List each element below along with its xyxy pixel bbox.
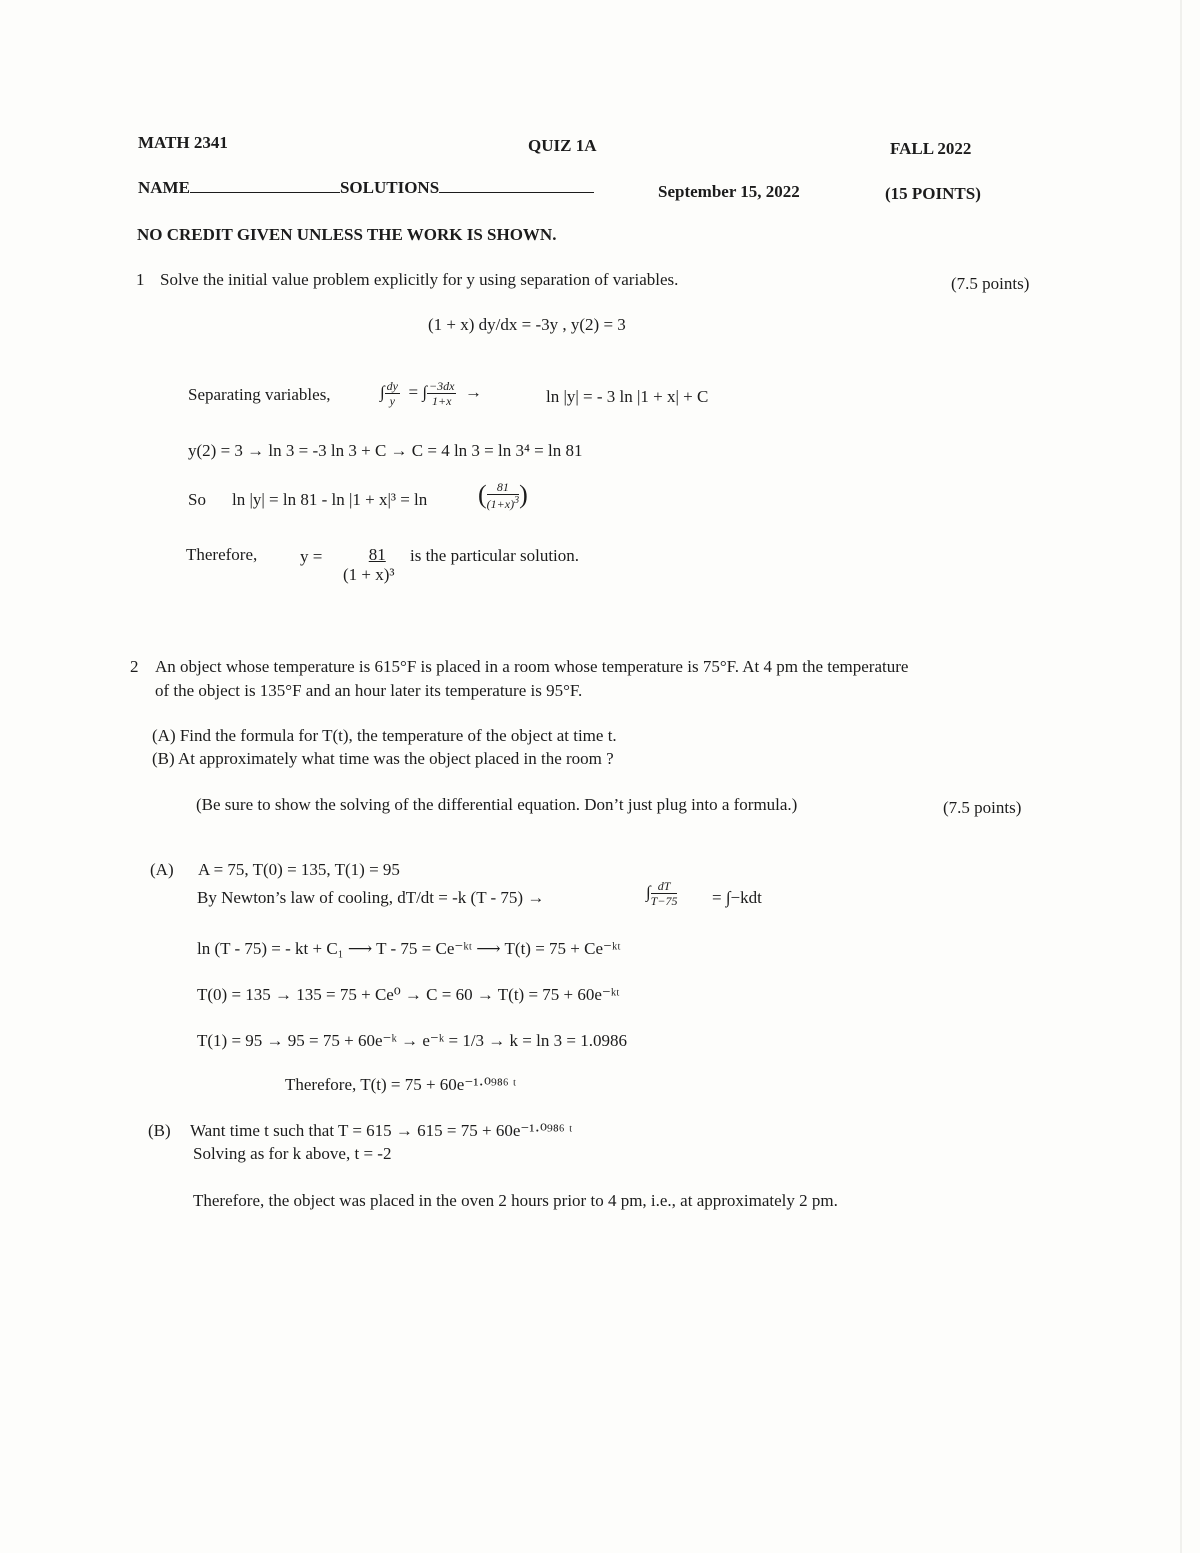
quiz-label: QUIZ 1A xyxy=(528,136,597,155)
q1-solution-numerator: 81 xyxy=(368,545,386,564)
quiz-date: September 15, 2022 xyxy=(658,182,800,201)
q2-points: (7.5 points) xyxy=(943,798,1022,817)
q1-points: (7.5 points) xyxy=(951,274,1030,293)
q1-separated-integrals: ∫ $\frac{dy}{y}$ = ∫ $\frac{-3dx}{1+x}$ → xyxy=(380,379,482,408)
q2-sol-b-label: (B) xyxy=(148,1121,171,1140)
q2-part-a: (A) Find the formula for T(t), the temperature of the object at time t. xyxy=(152,726,617,745)
q2-sol-a-line2-tail: = ∫−kdt xyxy=(712,888,762,907)
frac-dy-over-y: $\frac{dy}{y}$ xyxy=(386,379,398,408)
q2-sol-b-line2: Solving as for k above, t = -2 xyxy=(193,1144,392,1163)
q2-part-b: (B) At approximately what time was the object placed in the room ? xyxy=(152,749,614,768)
q1-step4-y: y = xyxy=(300,547,323,566)
q2-number: 2 xyxy=(130,657,139,676)
q2-sol-a-result: Therefore, T(t) = 75 + 60e⁻¹·⁰⁹⁸⁶ ᵗ xyxy=(285,1075,517,1094)
q2-sol-a-line2: By Newton’s law of cooling, dT/dt = -k (T - 75) → xyxy=(197,888,545,907)
q2-sol-a-line3: ln (T - 75) = - kt + C₁ ⟶ T - 75 = Ce⁻ᵏᵗ ⟶ T(t) = 75 + Ce⁻ᵏᵗ xyxy=(197,939,621,958)
q2-prompt-line1: An object whose temperature is 615°F is placed in a room whose temperature is 75°F. At 4 pm the temperature xyxy=(155,657,909,676)
q1-number: 1 xyxy=(136,270,145,289)
total-points: (15 POINTS) xyxy=(885,184,981,203)
q1-step1-result: ln |y| = - 3 ln |1 + x| + C xyxy=(546,387,709,406)
q2-conclusion: Therefore, the object was placed in the oven 2 hours prior to 4 pm, i.e., at approximately 2 pm. xyxy=(193,1191,838,1210)
frac-dT-over-T75: $\frac{dT}{T-75}$ xyxy=(650,879,678,908)
q2-sol-a-line4: T(0) = 135 → 135 = 75 + Ce⁰ → C = 60 → T(t) = 75 + 60e⁻ᵏᵗ xyxy=(197,985,620,1004)
q2-sol-b-line1: Want time t such that T = 615 → 615 = 75 + 60e⁻¹·⁰⁹⁸⁶ ᵗ xyxy=(190,1121,573,1140)
q1-prompt: Solve the initial value problem explicitly for y using separation of variables. xyxy=(160,270,679,289)
q1-step3-label: So xyxy=(188,490,206,509)
name-value: SOLUTIONS xyxy=(339,178,440,197)
scan-edge-shadow xyxy=(1180,0,1182,1553)
q1-equation: (1 + x) dy/dx = -3y , y(2) = 3 xyxy=(428,315,626,334)
q2-prompt-line2: of the object is 135°F and an hour later its temperature is 95°F. xyxy=(155,681,583,700)
q1-step4-label: Therefore, xyxy=(186,545,258,564)
name-underline-right xyxy=(439,178,594,193)
name-underline-left xyxy=(190,178,340,193)
name-label: NAME xyxy=(138,178,190,197)
term-label: FALL 2022 xyxy=(890,139,972,158)
q2-sol-a-label: (A) xyxy=(150,860,174,879)
q1-solution-denominator: (1 + x)³ xyxy=(343,565,395,584)
name-row xyxy=(138,178,594,198)
q1-step1-label: Separating variables, xyxy=(188,385,331,404)
q2-note: (Be sure to show the solving of the differential equation. Don’t just plug into a formula.) xyxy=(196,795,798,814)
q1-step4-tail: is the particular solution. xyxy=(410,546,580,565)
q2-sol-a-line1: A = 75, T(0) = 135, T(1) = 95 xyxy=(198,860,400,879)
q1-step3-fraction: ( $\frac{81}{(1+x)^3}$ ) xyxy=(478,479,528,511)
q1-step2: y(2) = 3 → ln 3 = -3 ln 3 + C → C = 4 ln 3 = ln 3⁴ = ln 81 xyxy=(188,441,583,460)
course-label: MATH 2341 xyxy=(138,133,228,152)
notice: NO CREDIT GIVEN UNLESS THE WORK IS SHOWN. xyxy=(137,225,557,244)
q2-sol-a-integral: ∫ $\frac{dT}{T-75}$ xyxy=(646,879,678,908)
q1-solution-fraction xyxy=(343,545,395,585)
q1-step3: ln |y| = ln 81 - ln |1 + x|³ = ln xyxy=(232,490,428,509)
frac-81-over-cube: $\frac{81}{(1+x)^3}$ xyxy=(486,479,520,511)
q2-sol-a-line5: T(1) = 95 → 95 = 75 + 60e⁻ᵏ → e⁻ᵏ = 1/3 → k = ln 3 = 1.0986 xyxy=(197,1031,627,1050)
frac-3dx-over-1x: $\frac{-3dx}{1+x}$ xyxy=(429,379,455,408)
